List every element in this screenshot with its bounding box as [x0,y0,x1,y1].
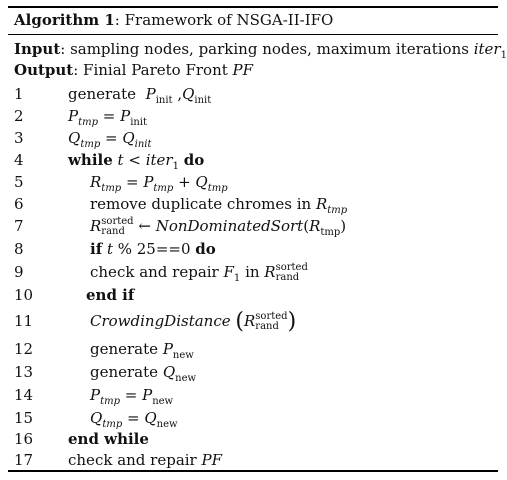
header-rule [8,34,498,35]
algo-line-5 [0,171,504,193]
algo-line-8 [0,238,504,260]
algo-line-7 [0,215,504,237]
line-code: end while [68,430,149,448]
line-code: if t % 25==0 do [90,240,216,258]
algo-line-14 [0,384,504,406]
input-label: Input [14,40,61,58]
line-number: 9 [14,263,24,281]
line-number: 14 [14,386,34,404]
input-var: iter [473,40,501,58]
line-number: 6 [14,195,24,213]
line-code: check and repair $F_1$ in R sorted rand [90,262,308,284]
line-code: R sorted rand ← $NonDominatedSort(R_{tmp})$ [90,216,347,238]
line-code: $Q_{tmp} = Q_{new}$ [90,409,178,430]
algorithm-title [14,10,333,30]
line-code: $P_{tmp} = P_{new}$ [90,386,174,407]
algo-line-12 [0,338,504,360]
output-text: : Finial Pareto Front [73,61,233,79]
algorithm-name: : Framework of NSGA-II-IFO [114,11,334,29]
line-number: 12 [14,340,34,358]
line-number: 2 [14,107,24,125]
algo-line-3 [0,127,504,149]
line-number: 7 [14,217,24,235]
bottom-rule [8,470,498,472]
line-code: $Q_{tmp} = Q_{init}$ [68,129,152,150]
algo-line-16 [0,428,504,450]
line-code: generate $Q_{new}$ [90,363,197,384]
top-rule [8,6,498,8]
output-label: Output [14,61,74,79]
algo-line-2 [0,105,504,127]
line-number: 17 [14,451,34,469]
line-code: check and repair PF [68,451,223,469]
line-number: 5 [14,173,24,191]
line-number: 3 [14,129,24,147]
line-code: remove duplicate chromes in $R_{tmp}$ [90,195,348,216]
line-code: CrowdingDistance (R sorted rand ) [90,309,297,334]
line-code: $P_{tmp} = P_{init}$ [68,107,148,128]
input-text: : sampling nodes, parking nodes, maximum iterations [60,40,474,58]
line-number: 4 [14,151,24,169]
algo-line-17 [0,449,504,471]
line-number: 16 [14,430,34,448]
algo-line-10 [0,284,504,306]
line-code: $R_{tmp} = P_{tmp} + Q_{tmp}$ [90,173,228,194]
line-number: 1 [14,85,24,103]
line-code: end if [86,286,135,304]
line-code: generate $P_{new}$ [90,340,194,361]
line-number: 13 [14,363,34,381]
algorithm-label: Algorithm 1 [14,11,115,29]
output-var: PF [232,61,254,79]
algo-line-6 [0,193,504,215]
line-code: generate $P_{init}$ $,Q_{init}$ [68,85,212,106]
algo-line-9 [0,261,504,283]
output-line [14,60,253,80]
input-line [14,39,507,59]
line-number: 8 [14,240,24,258]
line-number: 15 [14,409,34,427]
line-number: 10 [14,286,34,304]
line-code: while t < iter$_1$ do [68,151,205,172]
algo-line-1 [0,83,504,105]
algo-line-13 [0,361,504,383]
line-number: 11 [14,312,34,330]
algo-line-4 [0,149,504,171]
algo-line-15 [0,407,504,429]
algo-line-11 [0,310,504,332]
input-var-sub: 1 [500,50,507,61]
